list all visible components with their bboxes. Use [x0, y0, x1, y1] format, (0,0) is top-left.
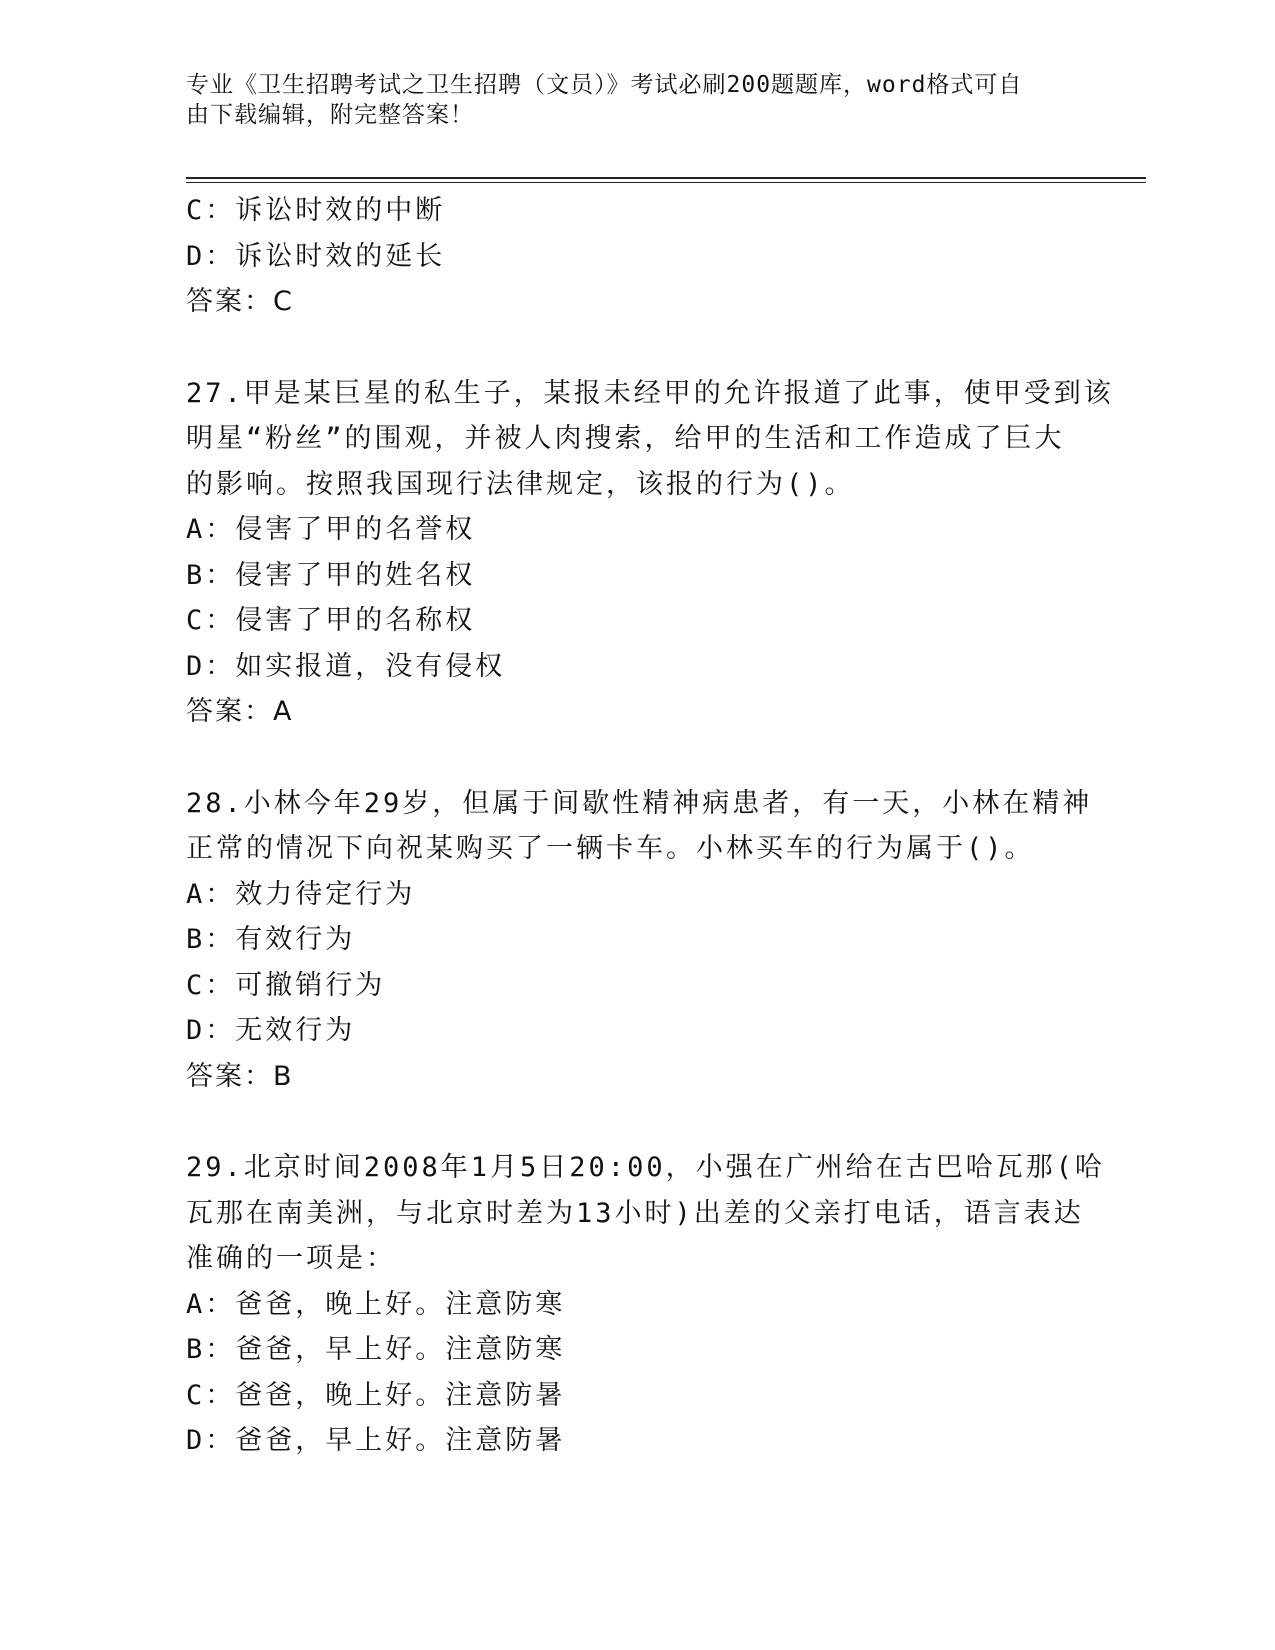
option-line: A：侵害了甲的名誉权: [186, 514, 476, 545]
spacer: [186, 325, 1086, 371]
option-line: C：可撤销行为: [186, 969, 386, 1001]
question-line: 瓦那在南美洲，与北京时差为13小时)出差的父亲打电话，语言表达: [186, 1197, 1084, 1229]
option-line: B：爸爸，早上好。注意防寒: [186, 1334, 566, 1365]
question-line: 准确的一项是：: [186, 1243, 396, 1274]
option-line: D：无效行为: [186, 1015, 356, 1046]
question-line: 正常的情况下向祝某购买了一辆卡车。小林买车的行为属于()。: [186, 833, 1035, 864]
option-line: B：侵害了甲的姓名权: [186, 559, 476, 591]
option-line: D：如实报道，没有侵权: [186, 650, 506, 682]
spacer: [186, 735, 1086, 781]
answer-line: 答案：A: [186, 696, 294, 727]
header-rule-thick: [186, 177, 1146, 179]
option-line: D：爸爸，早上好。注意防暑: [186, 1425, 566, 1456]
option-line: A：效力待定行为: [186, 878, 416, 910]
option-line: D：诉讼时效的延长: [186, 240, 446, 272]
question-line: 的影响。按照我国现行法律规定，该报的行为()。: [186, 468, 855, 500]
option-line: A：爸爸，晚上好。注意防寒: [186, 1288, 566, 1320]
spacer: [186, 1099, 1086, 1145]
answer-line: 答案：C: [186, 286, 294, 317]
option-line: C：诉讼时效的中断: [186, 195, 446, 226]
header-line-1: 专业《卫生招聘考试之卫生招聘（文员）》考试必刷200题题库，word格式可自: [186, 72, 1023, 98]
document-header: [186, 70, 1066, 130]
option-line: C：爸爸，晚上好。注意防暑: [186, 1379, 566, 1411]
question-line: 明星“粉丝”的围观，并被人肉搜索，给甲的生活和工作造成了巨大: [186, 423, 1065, 454]
question-line: 27.甲是某巨星的私生子，某报未经甲的允许报道了此事，使甲受到该: [186, 377, 1114, 409]
question-line: 28.小林今年29岁，但属于间歇性精神病患者，有一天，小林在精神: [186, 787, 1093, 819]
answer-line: 答案：B: [186, 1060, 294, 1092]
header-rule-thin: [186, 182, 1146, 183]
option-line: B：有效行为: [186, 924, 356, 955]
question-line: 29.北京时间2008年1月5日20:00，小强在广州给在古巴哈瓦那(哈: [186, 1152, 1105, 1183]
header-line-2: 由下载编辑，附完整答案！: [186, 102, 474, 128]
option-line: C：侵害了甲的名称权: [186, 605, 476, 636]
document-body: [186, 188, 1114, 1464]
